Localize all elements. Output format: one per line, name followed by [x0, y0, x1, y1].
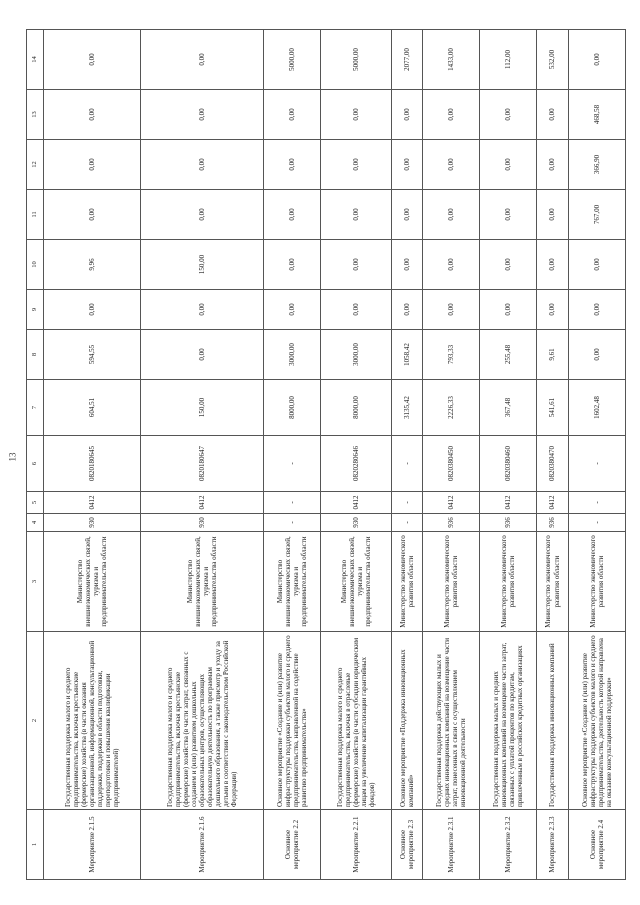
- column-number: 13: [27, 90, 44, 140]
- row-id-cell: Основное мероприятие 2.3: [391, 810, 422, 880]
- column-number: 5: [27, 492, 44, 514]
- amount-cell: 0,00: [263, 190, 320, 240]
- row-id-cell: Мероприятие 2.1.6: [140, 810, 263, 880]
- code-cell: 0412: [537, 492, 568, 514]
- amount-cell: 9,96: [44, 240, 141, 290]
- code-cell: 936: [480, 514, 537, 532]
- table-row: [321, 30, 391, 880]
- row-name-cell: Государственная поддержка действующих малых и средних инновационных компаний на возмещение части затрат, понесенных в связи с осуществлением инновационной деятельности: [422, 632, 479, 810]
- amount-cell: 0,00: [422, 90, 479, 140]
- amount-cell: 0,00: [44, 190, 141, 240]
- row-id-cell: Мероприятие 2.2.1: [321, 810, 391, 880]
- code-cell: 0820380460: [480, 436, 537, 492]
- amount-cell: 0,00: [480, 90, 537, 140]
- column-number: 9: [27, 290, 44, 330]
- amount-cell: 1602,48: [568, 380, 625, 436]
- row-name-cell: Государственная поддержка инновационных компаний: [537, 632, 568, 810]
- amount-cell: 0,00: [321, 90, 391, 140]
- amount-cell: 3135,42: [391, 380, 422, 436]
- amount-cell: 594,55: [44, 330, 141, 380]
- amount-cell: 0,00: [391, 140, 422, 190]
- amount-cell: 793,33: [422, 330, 479, 380]
- amount-cell: 150,00: [140, 380, 263, 436]
- amount-cell: 0,00: [568, 330, 625, 380]
- budget-table: [26, 29, 626, 880]
- table-row: [44, 30, 141, 880]
- amount-cell: 0,00: [422, 240, 479, 290]
- row-id-cell: Мероприятие 2.3.3: [537, 810, 568, 880]
- code-cell: -: [263, 436, 320, 492]
- amount-cell: 0,00: [263, 90, 320, 140]
- amount-cell: 0,00: [422, 140, 479, 190]
- amount-cell: 0,00: [537, 240, 568, 290]
- amount-cell: 0,00: [321, 240, 391, 290]
- amount-cell: 5000,00: [263, 30, 320, 90]
- amount-cell: 0,00: [140, 140, 263, 190]
- code-cell: 0412: [422, 492, 479, 514]
- amount-cell: 0,00: [263, 240, 320, 290]
- amount-cell: 0,00: [537, 290, 568, 330]
- table-row: [480, 30, 537, 880]
- column-number: 4: [27, 514, 44, 532]
- amount-cell: 0,00: [321, 190, 391, 240]
- amount-cell: 0,00: [321, 290, 391, 330]
- table-row: [140, 30, 263, 880]
- amount-cell: 532,00: [537, 30, 568, 90]
- column-number: 3: [27, 532, 44, 632]
- amount-cell: 0,00: [480, 140, 537, 190]
- amount-cell: 0,00: [44, 30, 141, 90]
- amount-cell: 541,61: [537, 380, 568, 436]
- amount-cell: 112,00: [480, 30, 537, 90]
- code-cell: 0820180647: [140, 436, 263, 492]
- executor-cell: Министерство экономического развития области: [568, 532, 625, 632]
- row-name-cell: Государственная поддержка малого и среднего предпринимательства, включая в отраслевые (фермерские) хозяйства (в части субсидии юридическим лицам на увеличение капитализации гарантийных фондов): [321, 632, 391, 810]
- row-id-cell: Мероприятие 2.1.5: [44, 810, 141, 880]
- amount-cell: 367,48: [480, 380, 537, 436]
- amount-cell: 0,00: [140, 190, 263, 240]
- amount-cell: 0,00: [391, 240, 422, 290]
- rotated-page: [26, 30, 626, 880]
- table-row: [263, 30, 320, 880]
- executor-cell: Министерство экономического развития области: [422, 532, 479, 632]
- amount-cell: 366,90: [568, 140, 625, 190]
- code-cell: 930: [140, 514, 263, 532]
- amount-cell: 0,00: [480, 190, 537, 240]
- code-cell: 0820280646: [321, 436, 391, 492]
- executor-cell: Министерство внешнеэкономических связей, туризма и предпринимательства области: [44, 532, 141, 632]
- row-id-cell: Мероприятие 2.3.1: [422, 810, 479, 880]
- column-number: 6: [27, 436, 44, 492]
- amount-cell: 0,00: [263, 140, 320, 190]
- amount-cell: 0,00: [537, 140, 568, 190]
- code-cell: 0412: [480, 492, 537, 514]
- code-cell: -: [391, 492, 422, 514]
- amount-cell: 0,00: [140, 30, 263, 90]
- column-number-row: [27, 30, 44, 880]
- amount-cell: 0,00: [568, 30, 625, 90]
- column-number: 2: [27, 632, 44, 810]
- code-cell: 930: [44, 514, 141, 532]
- row-name-cell: Государственная поддержка малых и средних инновационных компаний на возмещение части затрат, связанных с уплатой процентов по кредитам, привлеченным в российских кредитных организациях: [480, 632, 537, 810]
- amount-cell: 0,00: [422, 290, 479, 330]
- amount-cell: 8000,00: [263, 380, 320, 436]
- code-cell: -: [263, 492, 320, 514]
- amount-cell: 255,48: [480, 330, 537, 380]
- code-cell: -: [568, 514, 625, 532]
- code-cell: -: [568, 492, 625, 514]
- column-number: 10: [27, 240, 44, 290]
- table-row: [422, 30, 479, 880]
- amount-cell: 0,00: [321, 140, 391, 190]
- amount-cell: 3000,00: [263, 330, 320, 380]
- amount-cell: 468,58: [568, 90, 625, 140]
- amount-cell: 3000,00: [321, 330, 391, 380]
- amount-cell: 5000,00: [321, 30, 391, 90]
- amount-cell: 0,00: [391, 190, 422, 240]
- column-number: 8: [27, 330, 44, 380]
- amount-cell: 0,00: [391, 290, 422, 330]
- executor-cell: Министерство внешнеэкономических связей, туризма и предпринимательства области: [321, 532, 391, 632]
- code-cell: 936: [537, 514, 568, 532]
- row-name-cell: Основное мероприятие «Поддержка инновационных компаний»: [391, 632, 422, 810]
- executor-cell: Министерство экономического развития области: [537, 532, 568, 632]
- amount-cell: 0,00: [568, 290, 625, 330]
- amount-cell: 8000,00: [321, 380, 391, 436]
- amount-cell: 150,00: [140, 240, 263, 290]
- amount-cell: 0,00: [44, 90, 141, 140]
- amount-cell: 0,00: [44, 290, 141, 330]
- amount-cell: 9,61: [537, 330, 568, 380]
- column-number: 11: [27, 190, 44, 240]
- amount-cell: 1058,42: [391, 330, 422, 380]
- code-cell: 0820180645: [44, 436, 141, 492]
- amount-cell: 2226,33: [422, 380, 479, 436]
- executor-cell: Министерство внешнеэкономических связей, туризма и предпринимательства области: [263, 532, 320, 632]
- amount-cell: 0,00: [480, 290, 537, 330]
- code-cell: 0412: [44, 492, 141, 514]
- row-id-cell: Мероприятие 2.3.2: [480, 810, 537, 880]
- code-cell: -: [568, 436, 625, 492]
- amount-cell: 1433,00: [422, 30, 479, 90]
- amount-cell: 0,00: [537, 90, 568, 140]
- amount-cell: 0,00: [422, 190, 479, 240]
- code-cell: 936: [422, 514, 479, 532]
- code-cell: -: [391, 436, 422, 492]
- row-name-cell: Государственная поддержка малого и среднего предпринимательства, включая крестьянские (фермерские) хозяйства (в части затрат, связанных с созданием и (или) развитием дошкольных образовательных центров, осуществляющих образовательную деятельность по программам дошкольного образования, а также присмотр и уходу за детьми в соответствии с законодательством Российской Федерации): [140, 632, 263, 810]
- table-row: [391, 30, 422, 880]
- table-row: [537, 30, 568, 880]
- amount-cell: 0,00: [263, 290, 320, 330]
- row-name-cell: Основное мероприятие «Создание и (или) развитие инфраструктуры поддержки субъектов малого и среднего предпринимательства, деятельность которой направлена на оказание консультационной поддержки»: [568, 632, 625, 810]
- page-number: 13: [7, 452, 18, 462]
- column-number: 1: [27, 810, 44, 880]
- executor-cell: Министерство экономического развития области: [391, 532, 422, 632]
- row-name-cell: Государственная поддержка малого и среднего предпринимательства, включая крестьянские (фермерские) хозяйства (в части оказания организационной, информационной, консультационной поддержки, поддержки в области подготовки, переподготовки и повышения квалификации предпринимателей): [44, 632, 141, 810]
- amount-cell: 0,00: [537, 190, 568, 240]
- amount-cell: 0,00: [140, 330, 263, 380]
- code-cell: 930: [321, 514, 391, 532]
- amount-cell: 767,00: [568, 190, 625, 240]
- code-cell: -: [263, 514, 320, 532]
- table-row: [568, 30, 625, 880]
- amount-cell: 2077,00: [391, 30, 422, 90]
- code-cell: 0820380470: [537, 436, 568, 492]
- amount-cell: 0,00: [568, 240, 625, 290]
- row-id-cell: Основное мероприятие 2.4: [568, 810, 625, 880]
- row-id-cell: Основное мероприятие 2.2: [263, 810, 320, 880]
- code-cell: 0412: [321, 492, 391, 514]
- column-number: 12: [27, 140, 44, 190]
- column-number: 14: [27, 30, 44, 90]
- executor-cell: Министерство экономического развития области: [480, 532, 537, 632]
- executor-cell: Министерство внешнеэкономических связей, туризма и предпринимательства области: [140, 532, 263, 632]
- amount-cell: 0,00: [140, 90, 263, 140]
- row-name-cell: Основное мероприятие «Создание и (или) развитие инфраструктуры поддержки субъектов малого и среднего предпринимательства, направленной на содействие развитию предпринимательства»: [263, 632, 320, 810]
- amount-cell: 604,51: [44, 380, 141, 436]
- amount-cell: 0,00: [480, 240, 537, 290]
- code-cell: 0412: [140, 492, 263, 514]
- code-cell: 0820380450: [422, 436, 479, 492]
- column-number: 7: [27, 380, 44, 436]
- amount-cell: 0,00: [44, 140, 141, 190]
- amount-cell: 0,00: [391, 90, 422, 140]
- amount-cell: 0,00: [140, 290, 263, 330]
- code-cell: -: [391, 514, 422, 532]
